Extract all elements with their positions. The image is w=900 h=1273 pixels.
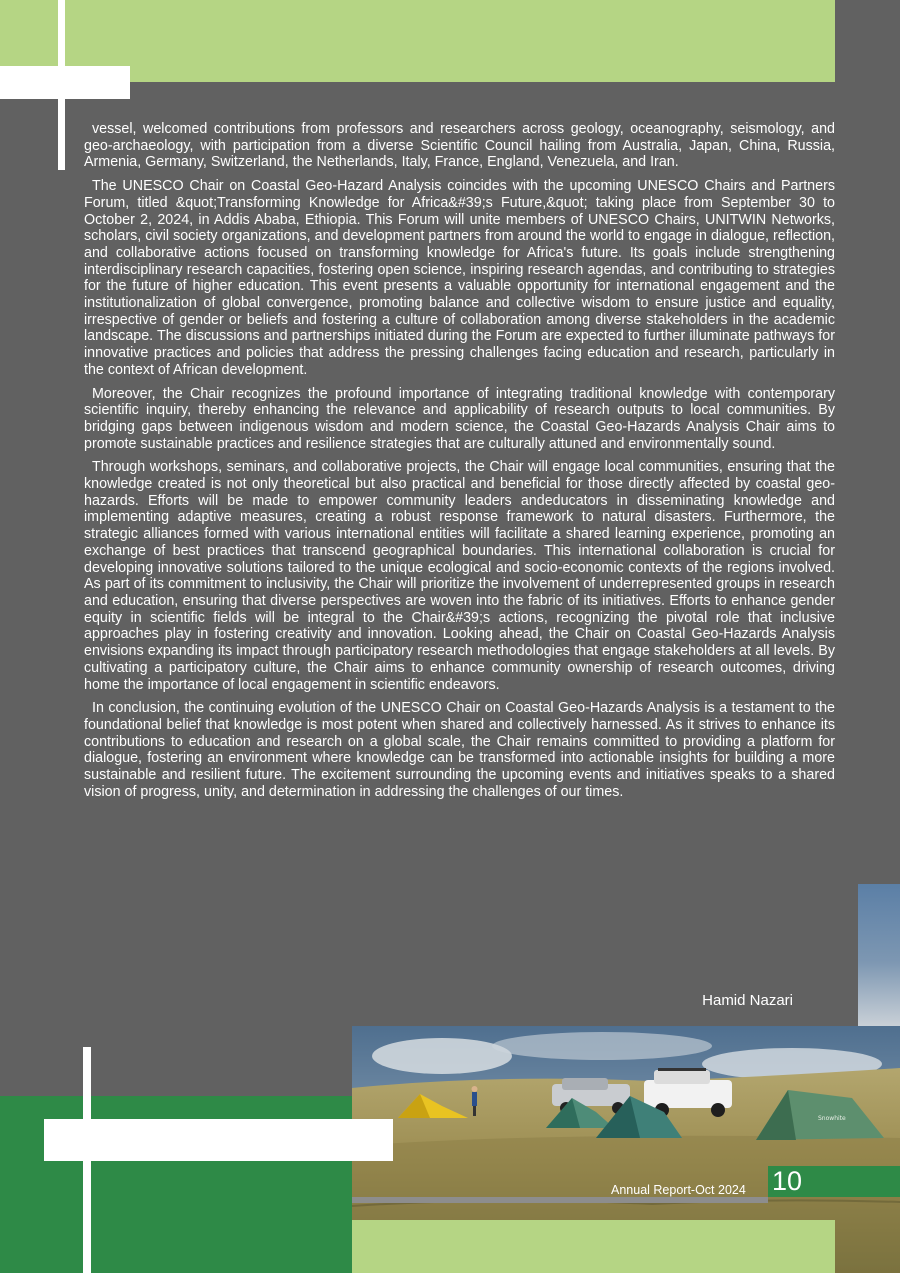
decorative-horizontal-bar [0, 66, 130, 99]
paragraph-5: In conclusion, the continuing evolution of the UNESCO Chair on Coastal Geo-Hazards Analysis is a testament to the foundational belief that knowledge is most potent when shared and collectively harnessed. As it strives to enhance its contributions to education and research on a global scale, the Chair remains committed to providing a platform for dialogue, fostering an environment where knowledge can be transformed into actionable insights for building a more sustainable and resilient future. The excitement surrounding the upcoming events and initiatives speaks to a shared vision of progress, unity, and determination in addressing the challenges of our times. [84, 700, 835, 800]
decorative-horizontal-bar-bottom [44, 1119, 393, 1161]
paragraph-2: The UNESCO Chair on Coastal Geo-Hazard Analysis coincides with the upcoming UNESCO Chairs and Partners Forum, titled &quot;Transforming Knowledge for Africa&#39;s Future,&quot; taking place from September 30 to October 2, 2024, in Addis Ababa, Ethiopia. This Forum will unite members of UNESCO Chairs, UNITWIN Networks, scholars, civil society organizations, and development partners from around the world to engage in dialogue, reflection, and collaborative actions focused on transforming knowledge for Africa's future. Its goals include strengthening interdisciplinary research capacities, fostering open science, inspiring research agendas, and contributing to strategies for the future of higher education. This event presents a valuable opportunity for international engagement and the institutionalization of global convergence, promoting balance and collective wisdom to ensure justice and equality, irrespective of gender or beliefs and fostering a culture of collaboration among diverse stakeholders in the academic landscape. The discussions and partnerships initiated during the Forum are expected to further illuminate pathways for innovative practices and policies that address the pressing challenges facing education and research, particularly in the context of African development. [84, 178, 835, 378]
page-number: 10 [772, 1166, 803, 1196]
article-body [84, 121, 835, 807]
bottom-green-band [352, 1220, 835, 1273]
paragraph-3: Moreover, the Chair recognizes the profound importance of integrating traditional knowledge with contemporary scientific inquiry, thereby enhancing the relevance and applicability of research outputs to local communities. By bridging gaps between indigenous wisdom and modern science, the Coastal Geo-Hazards Analysis Chair aims to promote sustainable practices and resilience strategies that are culturally attuned and environmentally sound. [84, 385, 835, 452]
footer-label: Annual Report-Oct 2024 [611, 1183, 746, 1197]
author-name: Hamid Nazari [702, 992, 793, 1009]
footer-gray-rule [352, 1197, 768, 1203]
paragraph-1: vessel, welcomed contributions from professors and researchers across geology, oceanography, seismology, and geo-archaeology, with participation from a diverse Scientific Council hailing from Australia, Japan, China, Russia, Armenia, Germany, Switzerland, the Netherlands, Italy, France, England, Venezuela, and Iran. [84, 121, 835, 171]
photo-sky-strip [858, 884, 900, 1026]
paragraph-4: Through workshops, seminars, and collaborative projects, the Chair will engage local communities, ensuring that the knowledge created is not only theoretical but also practical and beneficial for those directly affected by coastal geo-hazards. Efforts will be made to empower community leaders andeducators in disseminating knowledge and implementing adaptive measures, creating a robust response framework to natural disasters. Furthermore, the strategic alliances formed with various international entities will facilitate a shared learning experience, promoting an exchange of best practices that transcend geographical boundaries. This international collaboration is crucial for developing innovative solutions tailored to the unique ecological and socio-economic contexts of the regions involved. As part of its commitment to inclusivity, the Chair will prioritize the involvement of underrepresented groups in research and education, ensuring that diverse perspectives are woven into the fabric of its initiatives. Efforts to enhance gender equity in scientific fields will be integral to the Chair&#39;s actions, recognizing the pivotal role that inclusive approaches play in fostering creativity and innovation. Looking ahead, the Chair on Coastal Geo-Hazards Analysis envisions expanding its impact through participatory research methodologies that engage stakeholders at all levels. By cultivating a participatory culture, the Chair aims to enhance community ownership of research outcomes, driving home the importance of local engagement in scientific endeavors. [84, 459, 835, 693]
tent-brand-text: Snowhite [818, 1115, 846, 1122]
